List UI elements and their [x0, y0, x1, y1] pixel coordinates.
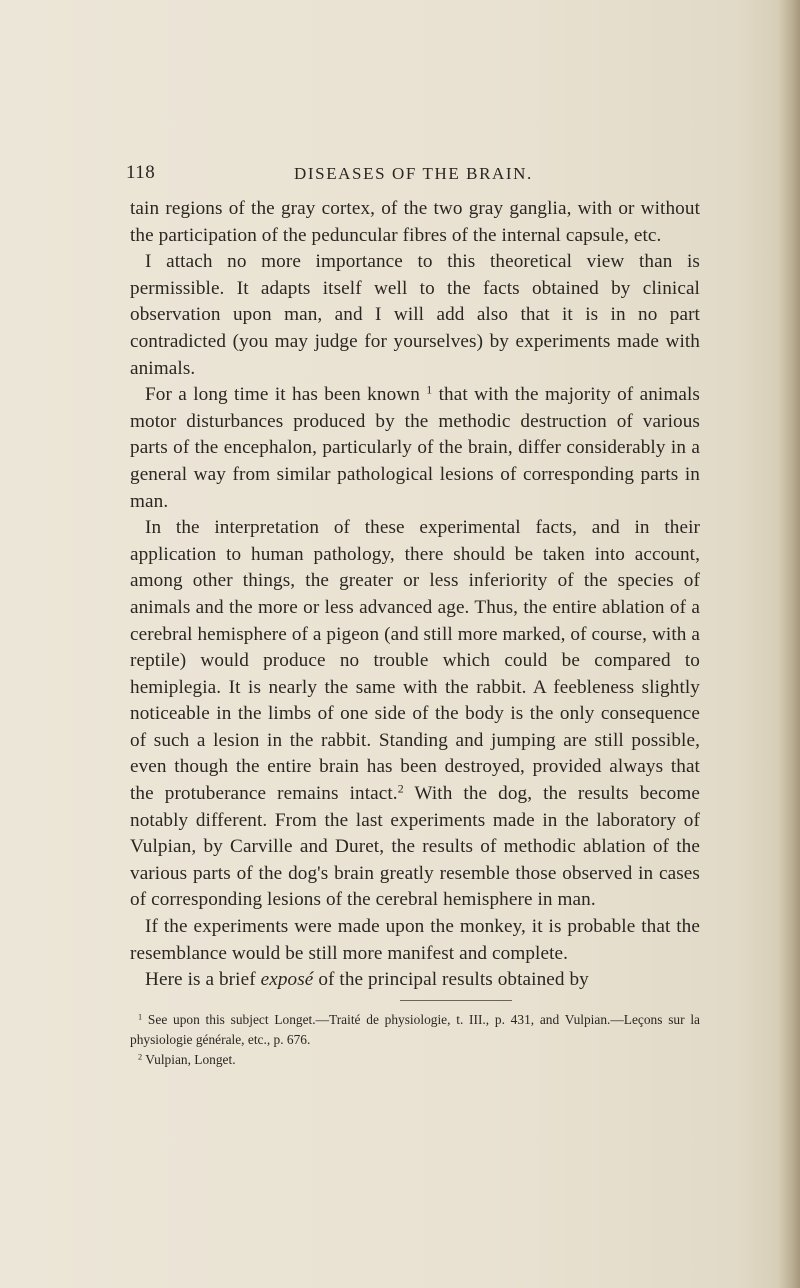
- paragraph-1: [130, 196, 700, 249]
- footnote-text: Vulpian, Longet.: [145, 1052, 236, 1067]
- page-header: [126, 162, 686, 194]
- paragraph-2: [130, 249, 700, 382]
- paragraph-5: [130, 914, 700, 967]
- page-number: 118: [126, 162, 156, 183]
- footnotes: [130, 1010, 700, 1070]
- paragraph-text: With the dog, the results become notably different. From the last experiments made in the laboratory of Vulpian, by Carville and Duret, the results of methodic ablation of the various parts of the dog's brain greatly resemble those observed in cases of corresponding lesions of the cerebral hemisphere in man.: [130, 783, 700, 911]
- paragraph-text: I attach no more importance to this theoretical view than is permissible. It adapts itself well to the facts obtained by clinical observation upon man, and I will add also that it is in no part contradicted (you may judge for yourselves) by experiments made with animals.: [130, 251, 700, 379]
- paragraph-6: [130, 967, 700, 994]
- footnote-ref-2[interactable]: 2: [397, 781, 404, 796]
- footnote-2: [130, 1050, 700, 1070]
- body-text: [130, 196, 700, 994]
- paragraph-text: Here is a brief: [145, 969, 261, 991]
- footnote-mark: 1: [138, 1012, 143, 1022]
- paragraph-text: If the experiments were made upon the monkey, it is probable that the resemblance would be still more manifest and complete.: [130, 916, 700, 964]
- paragraph-text: For a long time it has been known: [145, 384, 427, 406]
- paragraph-3: [130, 382, 700, 515]
- emphasis-term: exposé: [260, 969, 314, 991]
- paragraph-4: [130, 515, 700, 914]
- footnote-mark: 2: [138, 1052, 143, 1062]
- paragraph-text: of the principal results obtained by: [313, 969, 589, 991]
- footnote-1: [130, 1010, 700, 1050]
- footnote-ref-1[interactable]: 1: [426, 382, 433, 397]
- paragraph-text: tain regions of the gray cortex, of the two gray ganglia, with or without the participation of the peduncular fibres of the internal capsule, etc.: [130, 198, 700, 246]
- footnote-divider: [400, 1000, 512, 1001]
- running-title: DISEASES OF THE BRAIN.: [294, 164, 533, 183]
- paragraph-text: that with the majority of animals motor disturbances produced by the methodic destruction of various parts of the encephalon, particularly of the brain, differ considerably in a general way from similar pathological lesions of corresponding parts in man.: [130, 384, 700, 512]
- paragraph-text: In the interpretation of these experimental facts, and in their application to human pathology, there should be taken into account, among other things, the greater or less inferiority of the species of animals and the more or less advanced age. Thus, the entire ablation of a cerebral hemisphere of a pigeon (and still more marked, of course, with a reptile) would produce no trouble which could be compared to hemiplegia. It is nearly the same with the rabbit. A feebleness slightly noticeable in the limbs of one side of the body is the only consequence of such a lesion in the rabbit. Standing and jumping are still possible, even though the entire brain has been destroyed, provided always that the protuberance remains intact.: [130, 517, 700, 805]
- page-edge-shadow: [778, 0, 800, 1288]
- footnote-text: See upon this subject Longet.—Traité de physiologie, t. III., p. 431, and Vulpian.—Leçons sur la physiologie générale, etc., p. 676.: [130, 1012, 700, 1047]
